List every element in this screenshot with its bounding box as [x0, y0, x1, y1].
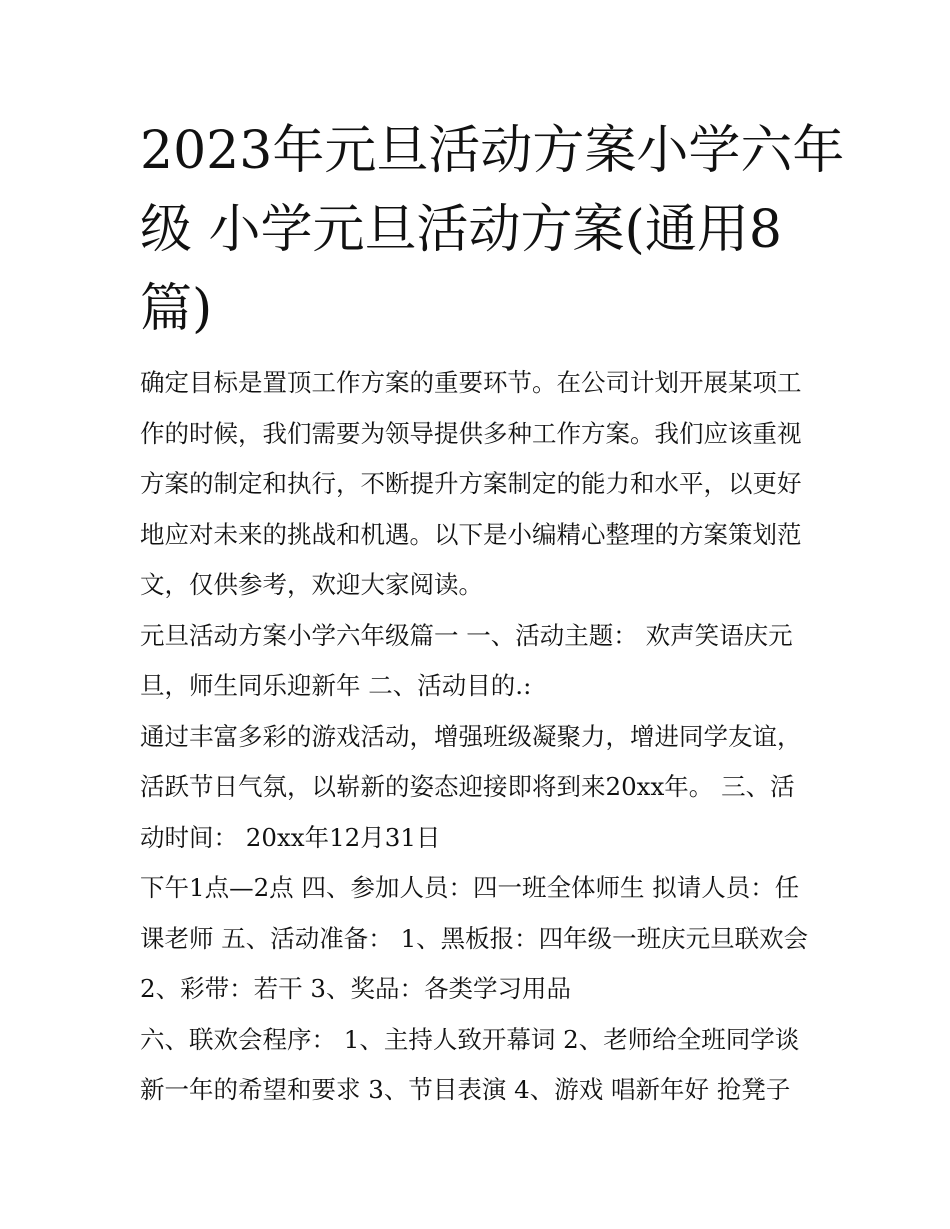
participants-paragraph: [140, 863, 820, 1015]
text-line: 作的时候，我们需要为领导提供多种工作方案。我们应该重视: [140, 418, 802, 448]
text-line: 活跃节日气氛，以崭新的姿态迎接即将到来20xx年。 三、活: [140, 772, 795, 801]
title-line: 级 小学元旦活动方案(通用8: [140, 200, 782, 260]
intro-paragraph: [140, 358, 820, 611]
document-body: [140, 358, 820, 1116]
text-line: 方案的制定和执行，不断提升方案制定的能力和水平，以更好: [140, 469, 802, 498]
text-line: 文，仅供参考，欢迎大家阅读。: [140, 570, 483, 599]
program-paragraph: [140, 1015, 820, 1116]
text-line: 通过丰富多彩的游戏活动，增强班级凝聚力，增进同学友谊，: [140, 721, 802, 751]
theme-paragraph: [140, 611, 820, 712]
text-line: 2、彩带：若干 3、奖品：各类学习用品: [140, 974, 571, 1003]
title-line: 2023年元旦活动方案小学六年: [140, 121, 845, 181]
purpose-paragraph: [140, 712, 820, 864]
title-line: 篇): [140, 279, 213, 339]
text-line: 元旦活动方案小学六年级篇一 一、活动主题： 欢声笑语庆元: [140, 620, 793, 650]
text-line: 课老师 五、活动准备： 1、黑板报：四年级一班庆元旦联欢会: [140, 923, 809, 953]
text-line: 动时间： 20xx年12月31日: [140, 822, 441, 852]
text-line: 旦，师生同乐迎新年 二、活动目的.:: [140, 671, 532, 700]
text-line: 地应对未来的挑战和机遇。以下是小编精心整理的方案策划范: [140, 519, 802, 549]
text-line: 新一年的希望和要求 3、节目表演 4、游戏 唱新年好 抢凳子: [140, 1075, 791, 1104]
text-line: 确定目标是置顶工作方案的重要环节。在公司计划开展某项工: [140, 368, 802, 397]
document-title: [140, 112, 845, 349]
text-line: 下午1点—2点 四、参加人员：四一班全体师生 拟请人员：任: [140, 873, 800, 902]
text-line: 六、联欢会程序： 1、主持人致开幕词 2、老师给全班同学谈: [140, 1024, 800, 1054]
